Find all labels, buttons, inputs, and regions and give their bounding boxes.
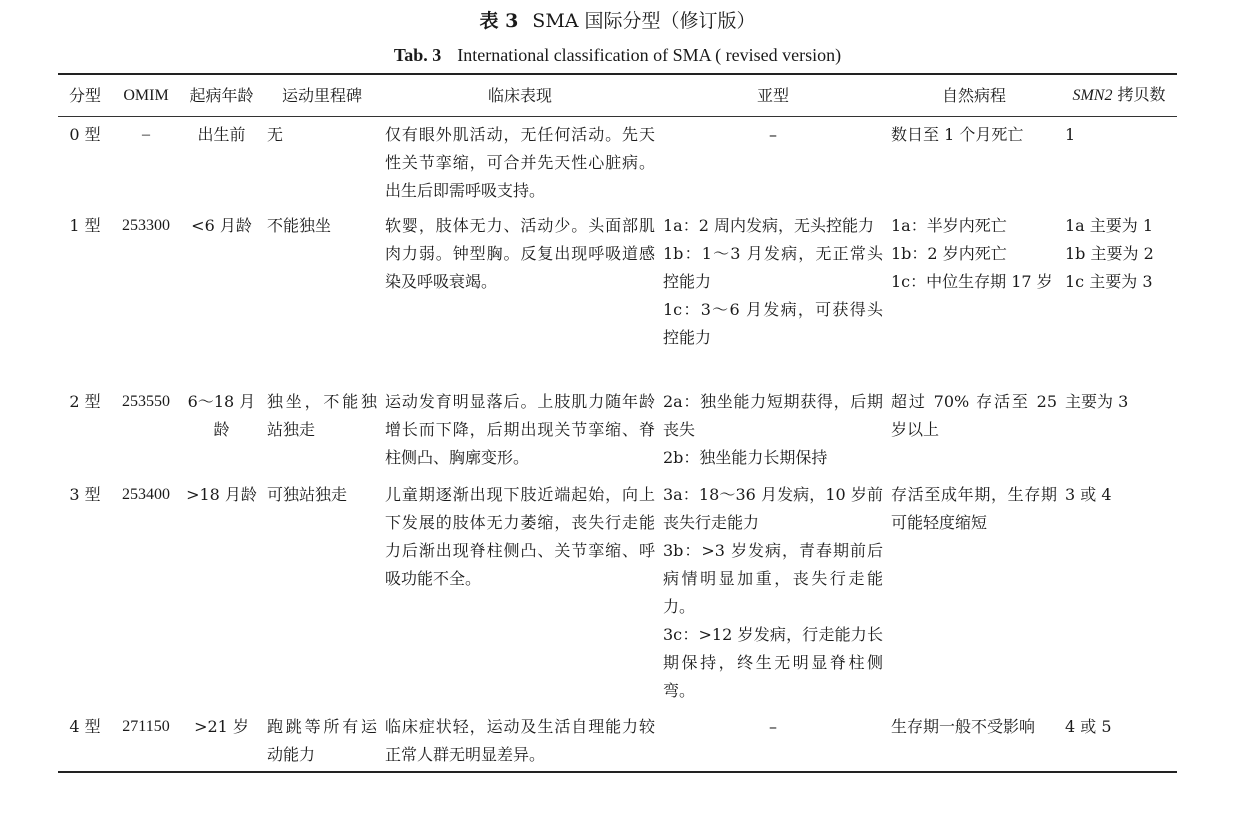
- clinical-cell: 运动发育明显落后。上肢肌力随年龄增长而下降，后期出现关节挛缩、脊柱侧凸、胸廓变形。: [385, 392, 655, 467]
- onset-cell: 出生前: [197, 125, 246, 144]
- table-row: [58, 117, 1177, 213]
- subtype-line: 1c：3～6 月发病，可获得头控能力: [663, 300, 883, 347]
- header-subtype: 亚型: [659, 74, 887, 117]
- milestone-cell: 无: [267, 125, 284, 144]
- header-milestone: 运动里程碑: [263, 74, 381, 117]
- table-body: [58, 117, 1177, 773]
- milestone-cell: 不能独坐: [267, 216, 332, 235]
- subtype-cell: [659, 481, 887, 713]
- onset-cell: 6～18 月龄: [187, 392, 256, 439]
- course-line: 1c：中位生存期 17 岁: [891, 272, 1053, 291]
- subtype-line: 1b：1～3 月发病，无正常头控能力: [663, 244, 883, 291]
- course-cell: [887, 388, 1061, 481]
- classification-table: [58, 73, 1177, 773]
- course-line: 生存期一般不受影响: [891, 717, 1036, 736]
- type-cell: 1 型: [69, 216, 101, 235]
- type-cell: 4 型: [69, 717, 101, 736]
- caption-en-label: Tab. 3: [393, 45, 442, 65]
- header-row: [58, 74, 1177, 117]
- clinical-cell: 临床症状轻，运动及生活自理能力较正常人群无明显差异。: [385, 717, 655, 764]
- copies-line: 主要为 3: [1065, 392, 1129, 411]
- caption-cn-label: 表 3: [479, 10, 519, 32]
- copies-line: 4 或 5: [1065, 717, 1112, 736]
- subtype-line: 3b：>3 岁发病，青春期前后病情明显加重，丧失行走能力。: [663, 541, 883, 616]
- course-line: 超过 70% 存活至 25 岁以上: [891, 392, 1057, 439]
- subtype-line: 2a：独坐能力短期获得，后期丧失: [663, 392, 883, 439]
- smn2-copies-cell: [1061, 212, 1177, 388]
- type-cell: 0 型: [69, 125, 101, 144]
- clinical-cell: 儿童期逐渐出现下肢近端起始，向上下发展的肢体无力萎缩，丧失行走能力后渐出现脊柱侧凸、关节挛缩、呼吸功能不全。: [385, 485, 655, 588]
- header-omim: OMIM: [112, 74, 180, 117]
- subtype-cell: [659, 713, 887, 772]
- clinical-cell: 仅有眼外肌活动，无任何活动。先天性关节挛缩，可合并先天性心脏病。出生后即需呼吸支持。: [385, 125, 655, 200]
- omim-cell: 253300: [122, 217, 170, 234]
- header-type: 分型: [58, 74, 112, 117]
- course-line: 存活至成年期，生存期可能轻度缩短: [891, 485, 1057, 532]
- omim-cell: –: [142, 126, 150, 143]
- type-cell: 3 型: [69, 485, 101, 504]
- subtype-line: –: [769, 717, 777, 736]
- subtype-cell: [659, 212, 887, 388]
- onset-cell: >18 月龄: [186, 485, 257, 504]
- subtype-cell: [659, 117, 887, 213]
- subtype-line: –: [769, 125, 777, 144]
- table-caption-cn: [0, 8, 1235, 34]
- course-cell: [887, 117, 1061, 213]
- caption-en-text: International classification of SMA ( revised version): [457, 45, 842, 65]
- subtype-line: 2b：独坐能力长期保持: [663, 448, 828, 467]
- caption-cn-text: SMA 国际分型（修订版）: [532, 10, 756, 32]
- table-row: [58, 388, 1177, 481]
- header-smn2-suffix: 拷贝数: [1112, 85, 1166, 104]
- header-clinical: 临床表现: [381, 74, 659, 117]
- copies-line: 1b 主要为 2: [1065, 244, 1154, 263]
- milestone-cell: 独坐，不能独站独走: [267, 392, 377, 439]
- header-course: 自然病程: [887, 74, 1061, 117]
- table-caption-en: [0, 42, 1235, 68]
- smn2-copies-cell: [1061, 713, 1177, 772]
- smn2-copies-cell: [1061, 117, 1177, 213]
- header-smn2-gene: SMN2: [1072, 87, 1113, 104]
- copies-line: 3 或 4: [1065, 485, 1112, 504]
- smn2-copies-cell: [1061, 481, 1177, 713]
- milestone-cell: 跑跳等所有运动能力: [267, 717, 377, 764]
- milestone-cell: 可独站独走: [267, 485, 348, 504]
- smn2-copies-cell: [1061, 388, 1177, 481]
- copies-line: 1c 主要为 3: [1065, 272, 1153, 291]
- clinical-cell: 软婴，肢体无力、活动少。头面部肌肉力弱。钟型胸。反复出现呼吸道感染及呼吸衰竭。: [385, 216, 655, 291]
- table-row: [58, 481, 1177, 713]
- type-cell: 2 型: [69, 392, 101, 411]
- course-cell: [887, 481, 1061, 713]
- header-smn2-copies: [1061, 74, 1177, 117]
- omim-cell: 253400: [122, 486, 170, 503]
- onset-cell: >21 岁: [194, 717, 249, 736]
- subtype-line: 3a：18～36 月发病，10 岁前丧失行走能力: [663, 485, 883, 532]
- header-onset: 起病年龄: [180, 74, 263, 117]
- subtype-line: 1a：2 周内发病，无头控能力: [663, 216, 874, 235]
- course-cell: [887, 212, 1061, 388]
- copies-line: 1a 主要为 1: [1065, 216, 1154, 235]
- table-row: [58, 713, 1177, 772]
- onset-cell: <6 月龄: [191, 216, 252, 235]
- course-cell: [887, 713, 1061, 772]
- subtype-line: 3c：>12 岁发病，行走能力长期保持，终生无明显脊柱侧弯。: [663, 625, 883, 700]
- omim-cell: 271150: [122, 718, 170, 735]
- course-line: 数日至 1 个月死亡: [891, 125, 1024, 144]
- course-line: 1a：半岁内死亡: [891, 216, 1007, 235]
- course-line: 1b：2 岁内死亡: [891, 244, 1007, 263]
- subtype-cell: [659, 388, 887, 481]
- copies-line: 1: [1065, 125, 1076, 144]
- table-row: [58, 212, 1177, 388]
- omim-cell: 253550: [122, 393, 170, 410]
